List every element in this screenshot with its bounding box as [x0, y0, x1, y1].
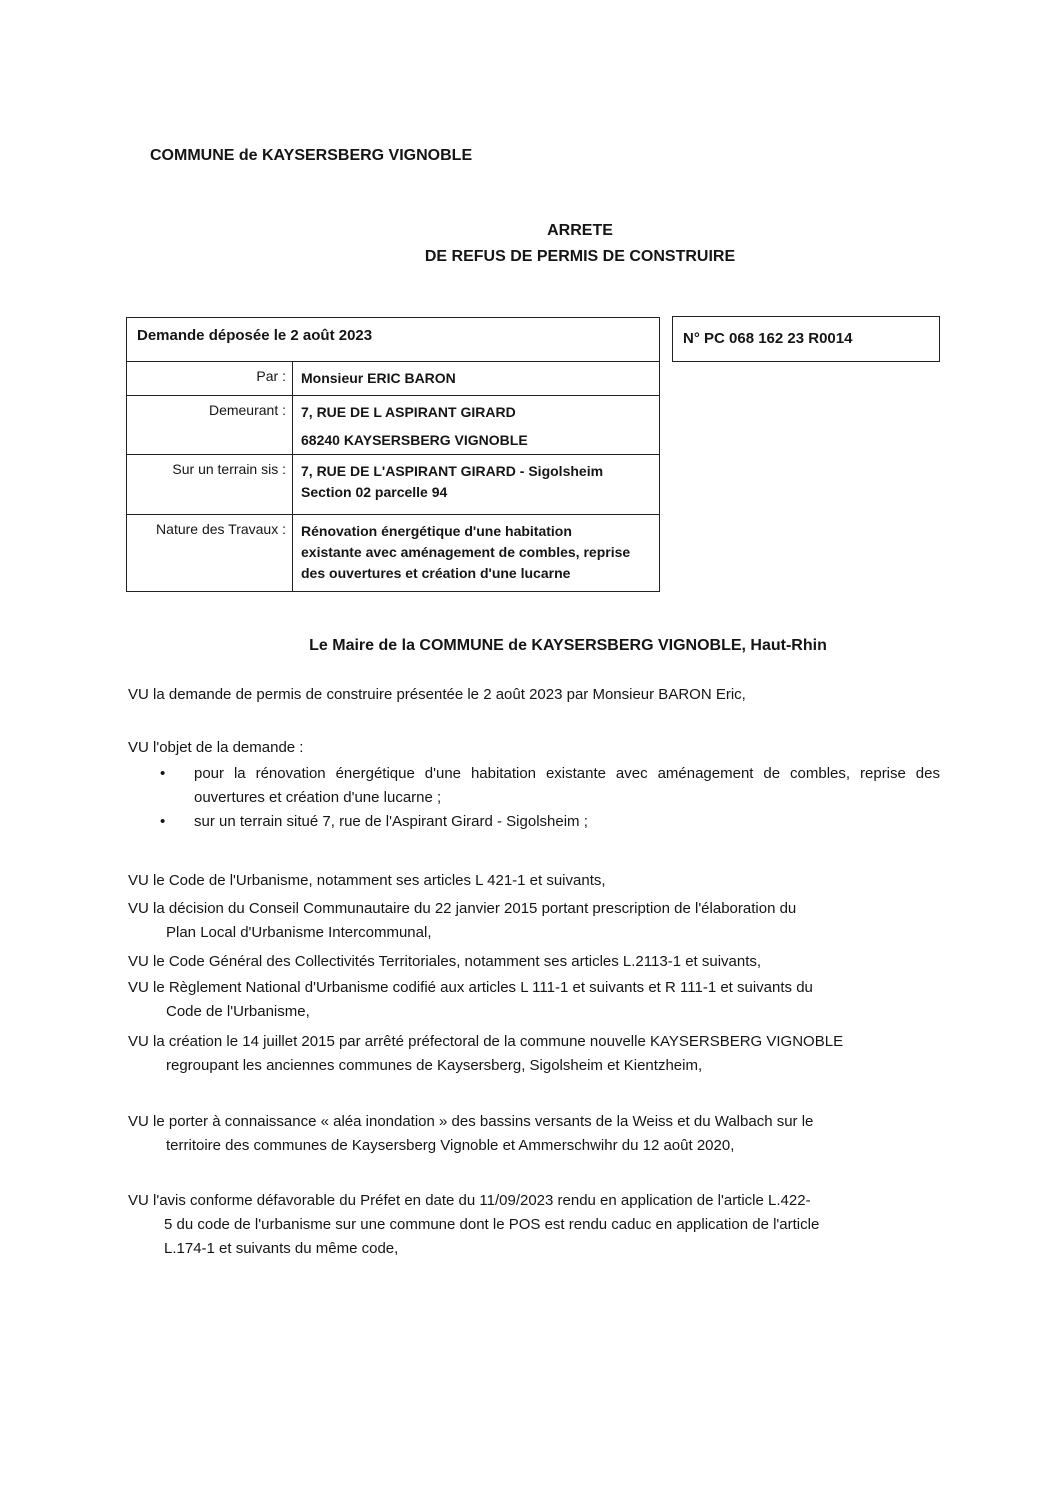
vu-cgct: VU le Code Général des Collectivités Territoriales, notamment ses articles L.2113-1 et suivants,: [128, 953, 762, 970]
works-line-1: Rénovation énergétique d'une habitation: [301, 523, 572, 539]
vu-creation-commune: VU la création le 14 juillet 2015 par arrêté préfectoral de la commune nouvelle KAYSERSBERG VIGNOBLE regroupant les anciennes communes de Kaysersberg, Sigolsheim et Kientzheim,: [128, 1033, 844, 1074]
works-line-2: existante avec aménagement de combles, reprise: [301, 544, 631, 560]
value-works: [293, 515, 659, 591]
row-site: [127, 455, 659, 515]
decree-title: ARRETE: [547, 222, 613, 239]
list-item: • pour la rénovation énergétique d'une habitation existante avec aménagement de combles, reprise des ouvertures et création d'une lucarne ;: [160, 765, 940, 806]
residence-city: 68240 KAYSERSBERG VIGNOBLE: [301, 432, 528, 448]
applicant-name: Monsieur ERIC BARON: [301, 370, 456, 386]
vu-code-urbanisme: VU le Code de l'Urbanisme, notamment ses articles L 421-1 et suivants,: [128, 872, 606, 889]
request-date: Demande déposée le 2 août 2023: [127, 318, 659, 362]
row-applicant: [127, 362, 659, 396]
vu-objet: VU l'objet de la demande :: [128, 739, 304, 756]
vu-rnu: VU le Règlement National d'Urbanisme codifié aux articles L 111-1 et suivants et R 111-1 et suivants du Code de l'Urbanisme,: [128, 979, 813, 1020]
objet-list: [160, 762, 940, 834]
decree-subtitle: DE REFUS DE PERMIS DE CONSTRUIRE: [424, 248, 736, 265]
mayor-line: Le Maire de la COMMUNE de KAYSERSBERG VIGNOBLE, Haut-Rhin: [309, 637, 827, 654]
vu-decision-conseil: VU la décision du Conseil Communautaire du 22 janvier 2015 portant prescription de l'élaboration du Plan Local d'Urbanisme Intercommunal,: [128, 900, 797, 941]
list-item: • sur un terrain situé 7, rue de l'Aspirant Girard - Sigolsheim ;: [160, 813, 588, 830]
vu-demande: VU la demande de permis de construire présentée le 2 août 2023 par Monsieur BARON Eric,: [128, 686, 746, 703]
site-parcel: Section 02 parcelle 94: [301, 484, 448, 500]
value-site: [293, 455, 659, 514]
vu-alea-inondation: VU le porter à connaissance « aléa inondation » des bassins versants de la Weiss et du Walbach sur le territoire des communes de Kaysersberg Vignoble et Ammerschwihr du 12 août 2020,: [128, 1113, 814, 1154]
value-applicant: [293, 362, 659, 395]
label-applicant: Par :: [127, 362, 293, 395]
value-residence: [293, 396, 659, 454]
residence-street: 7, RUE DE L ASPIRANT GIRARD: [301, 404, 516, 420]
request-table: [126, 317, 660, 592]
site-address: 7, RUE DE L'ASPIRANT GIRARD - Sigolsheim: [301, 463, 604, 479]
label-site: Sur un terrain sis :: [127, 455, 293, 514]
vu-avis-prefet: VU l'avis conforme défavorable du Préfet en date du 11/09/2023 rendu en application de l'article L.422- 5 du code de l'urbanisme sur une commune dont le POS est rendu caduc en application de l'article L.174-1 et suivants du même code,: [128, 1192, 820, 1257]
row-works: [127, 515, 659, 591]
label-works: Nature des Travaux :: [127, 515, 293, 591]
row-residence: [127, 396, 659, 455]
label-residence: Demeurant :: [127, 396, 293, 454]
permit-number: N° PC 068 162 23 R0014: [672, 316, 940, 362]
commune-header: COMMUNE de KAYSERSBERG VIGNOBLE: [150, 147, 473, 164]
works-line-3: des ouvertures et création d'une lucarne: [301, 565, 571, 581]
